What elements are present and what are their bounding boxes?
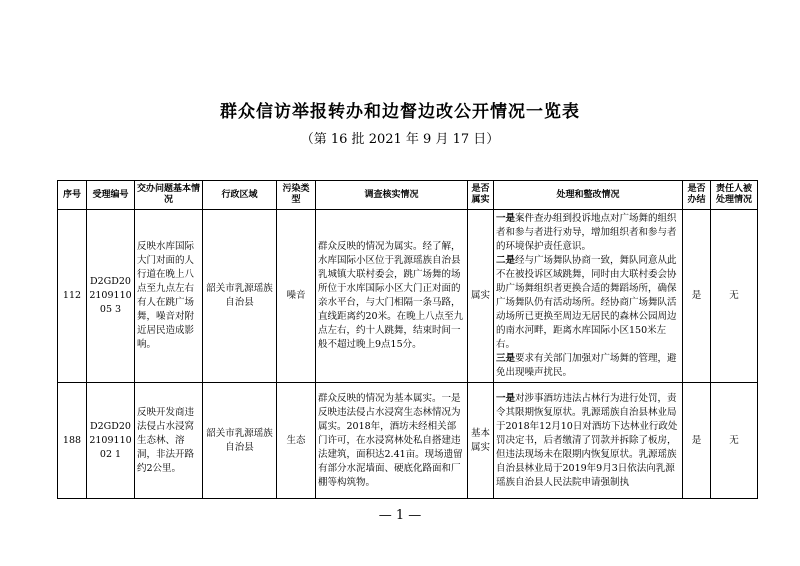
handling-text: 要求有关部门加强对广场舞的管理，避免出现噪声扰民。 — [496, 353, 677, 378]
handling-text: 经与广场舞队协商一致，舞队同意从此不在被投诉区域跳舞，同时由大联村委会协助广场舞组织者更换合适的舞蹈场所，确保广场舞队仍有活动场所。经协商广场舞队活动场所已更换至周边无居民的森林公园周边的南水河畔，距离水库国际小区150米左右。 — [496, 255, 677, 350]
row-code: D2GD20210911002 1 — [87, 383, 135, 499]
row-code: D2GD20210911005 3 — [87, 210, 135, 383]
row-pollution: 噪音 — [277, 210, 316, 383]
row-seq: 188 — [58, 383, 87, 499]
row-investigation: 群众反映的情况为基本属实。一是反映违法侵占水浸窝生态林情况为属实。2018年，酒坊未经相关部门许可，在水浸窝林处私自搭建违法建筑，面积达2.41亩。现场遗留有部分水泥墙面、硬底化路面和厂棚等构筑物。 — [316, 383, 468, 499]
handling-text: 案件查办组到投诉地点对广场舞的组织者和参与者进行劝导，增加组织者和参与者的环境保护责任意识。 — [496, 213, 677, 252]
header-region: 行政区域 — [203, 181, 277, 210]
handling-lead: 一是 — [496, 392, 516, 404]
header-seq: 序号 — [58, 181, 87, 210]
header-issue: 交办问题基本情况 — [135, 181, 203, 210]
row-handling — [494, 210, 683, 383]
row-closed: 是 — [683, 210, 711, 383]
row-issue: 反映水库国际大门对面的人行道在晚上八点至九点左右有人在跳广场舞，噪音对附近居民造成影响。 — [135, 210, 203, 383]
row-pollution: 生态 — [277, 383, 316, 499]
header-handling: 处理和整改情况 — [494, 181, 683, 210]
page-number: — 1 — — [378, 508, 422, 523]
report-table — [57, 180, 758, 499]
row-region: 韶关市乳源瑶族自治县 — [203, 210, 277, 383]
header-investigation: 调查核实情况 — [316, 181, 468, 210]
header-verified: 是否属实 — [468, 181, 494, 210]
table-header-row — [58, 181, 758, 210]
header-accountability: 责任人被处理情况 — [711, 181, 758, 210]
header-closed: 是否办结 — [683, 181, 711, 210]
row-seq: 112 — [58, 210, 87, 383]
row-closed: 是 — [683, 383, 711, 499]
header-code: 受理编号 — [87, 181, 135, 210]
row-issue: 反映开发商违法侵占水浸窝生态林、溶洞，非法开路约2公里。 — [135, 383, 203, 499]
table-row — [58, 210, 758, 383]
handling-text: 对涉事酒坊违法占林行为进行处罚，责令其限期恢复原状。乳源瑶族自治县林业局于2018年12月10日对酒坊下达林业行政处罚决定书，后者缴清了罚款并拆除了板房，但违法现场未在限期内恢复原状。乳源瑶族自治县林业局于2019年9月3日依法向乳源瑶族自治县人民法院申请强制执 — [496, 392, 678, 488]
handling-lead: 二是 — [496, 255, 516, 266]
row-region: 韶关市乳源瑶族自治县 — [203, 383, 277, 499]
handling-lead: 一是 — [496, 213, 516, 224]
row-accountability: 无 — [711, 383, 758, 499]
row-verified: 基本属实 — [468, 383, 494, 499]
table-row — [58, 383, 758, 499]
row-handling — [494, 383, 683, 499]
page-subtitle: （第 16 批 2021 年 9 月 17 日） — [300, 132, 500, 147]
page-title: 群众信访举报转办和边督边改公开情况一览表 — [220, 102, 580, 122]
handling-lead: 三是 — [496, 353, 516, 364]
header-pollution: 污染类型 — [277, 181, 316, 210]
row-verified: 属实 — [468, 210, 494, 383]
row-accountability: 无 — [711, 210, 758, 383]
row-investigation: 群众反映的情况为属实。经了解，水库国际小区位于乳源瑶族自治县乳城镇大联村委会，跳广场舞的场所位于水库国际小区大门正对面的亲水平台，与大门相隔一条马路，直线距离约20米。在晚上八点至九点左右，约十人跳舞，结束时间一般不超过晚上9点15分。 — [316, 210, 468, 383]
